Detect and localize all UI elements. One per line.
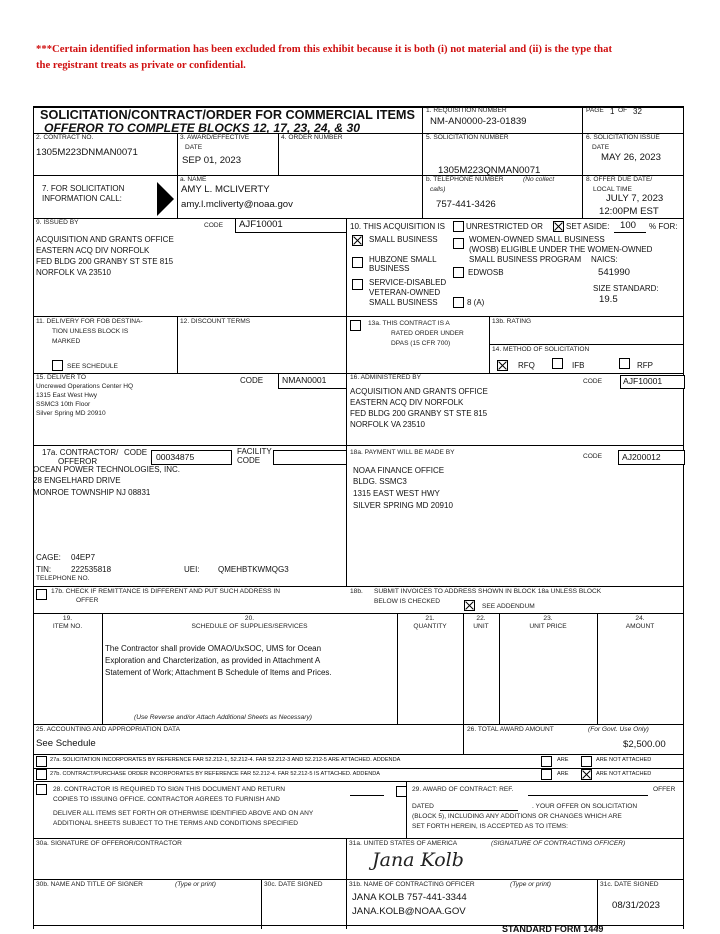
- solicitation-27a-checkbox[interactable]: [36, 756, 47, 767]
- issued-by-line4: NORFOLK VA 23510: [36, 268, 111, 277]
- telephone-label: b. TELEPHONE NUMBER: [426, 176, 504, 183]
- contractor-code: 00034875: [156, 452, 195, 462]
- see-addendum-checkbox[interactable]: [464, 600, 475, 611]
- small-business-label: SMALL BUSINESS: [369, 235, 438, 244]
- deliver-to-label: 15. DELIVER TO: [36, 374, 86, 381]
- delivery-fob-line1: 11. DELIVERY FOR FOB DESTINA-: [36, 318, 143, 325]
- administered-line2: EASTERN ACQ DIV NORFOLK: [350, 398, 464, 407]
- contractor-sign-line2: DELIVER ALL ITEMS SET FORTH OR OTHERWISE IDENTIFIED ABOVE AND ON ANY: [53, 810, 314, 817]
- eight-a-label: 8 (A): [467, 298, 485, 307]
- rated-order-checkbox[interactable]: [350, 320, 361, 331]
- offeror-signature-label: 30a. SIGNATURE OF OFFEROR/CONTRACTOR: [36, 840, 182, 847]
- set-aside-label: SET ASIDE:: [566, 222, 610, 231]
- requisition-number: NM-AN0000-23-01839: [430, 116, 527, 127]
- officer-email[interactable]: JANA.KOLB@NOAA.GOV: [352, 906, 466, 917]
- payment-line4: SILVER SPRING MD 20910: [353, 501, 453, 510]
- officer-signature: Jana Kolb: [372, 849, 464, 871]
- wosb-line3: SMALL BUSINESS PROGRAM: [469, 255, 582, 264]
- payment-line2: BLDG. SSMC3: [353, 477, 407, 486]
- issued-by-line2: EASTERN ACQ DIV NORFOLK: [36, 246, 150, 255]
- deliver-to-line3: SSMC3 10th Floor: [36, 401, 91, 408]
- due-date: JULY 7, 2023: [606, 193, 664, 204]
- total-award-label: 26. TOTAL AWARD AMOUNT: [467, 726, 554, 733]
- administered-line1: ACQUISITION AND GRANTS OFFICE: [350, 387, 488, 396]
- hubzone-line1: HUBZONE SMALL: [369, 255, 437, 264]
- sdvosb-line3: SMALL BUSINESS: [369, 298, 438, 307]
- solicitation-info-label2: INFORMATION CALL:: [42, 194, 122, 203]
- method-label: 14. METHOD OF SOLICITATION: [492, 346, 590, 353]
- us-signature-label: 31a. UNITED STATES OF AMERICA: [349, 840, 458, 847]
- payment-code: AJ200012: [622, 452, 661, 462]
- payment-line3: 1315 EAST WEST HWY: [353, 489, 440, 498]
- discount-terms-label: 12. DISCOUNT TERMS: [180, 318, 251, 325]
- eight-a-checkbox[interactable]: [453, 297, 464, 308]
- payment-line1: NOAA FINANCE OFFICE: [353, 466, 445, 475]
- rated-order-line2: RATED ORDER UNDER: [391, 330, 464, 337]
- deliver-to-line4: Silver Spring MD 20910: [36, 410, 106, 417]
- signer-type-note: (Type or print): [175, 881, 216, 888]
- due-time: 12:00PM EST: [599, 206, 659, 217]
- small-business-checkbox[interactable]: [352, 235, 363, 246]
- set-aside-percent: 100: [620, 220, 637, 231]
- rated-order-line3: DPAS (15 CFR 700): [391, 340, 451, 347]
- officer-name-label: 31b. NAME OF CONTRACTING OFFICER: [349, 881, 475, 888]
- arrow-right-icon: [157, 182, 174, 216]
- reverse-note: (Use Reverse and/or Attach Additional Sheets as Necessary): [134, 714, 312, 721]
- size-standard-value: 19.5: [599, 294, 618, 305]
- hubzone-line2: BUSINESS: [369, 264, 410, 273]
- contractor-sign-checkbox[interactable]: [36, 784, 47, 795]
- rating-label: 13b. RATING: [492, 318, 532, 325]
- deliver-to-line2: 1315 East West Hwy: [36, 392, 98, 399]
- issue-date-label2: DATE: [592, 144, 610, 151]
- sdvosb-checkbox[interactable]: [352, 279, 363, 290]
- set-aside-checkbox[interactable]: [553, 221, 564, 232]
- contractor-label1: 17a. CONTRACTOR/: [42, 448, 119, 457]
- facility-code-label1: FACILITY: [237, 447, 272, 456]
- form-title: SOLICITATION/CONTRACT/ORDER FOR COMMERCIAL ITEMS: [40, 108, 415, 122]
- 27a-not-attached-checkbox[interactable]: [581, 756, 592, 767]
- total-award-note: (For Govt. Use Only): [588, 726, 649, 733]
- officer-date: 08/31/2023: [612, 900, 661, 911]
- confidentiality-notice-line1: ***Certain identified information has been excluded from this exhibit because it is both (i) not material and (ii) is the type that: [36, 43, 613, 55]
- award-contract-line4: SET FORTH HEREIN, IS ACCEPTED AS TO ITEMS:: [412, 823, 568, 830]
- confidentiality-notice-line2: the registrant treats as private or confidential.: [36, 59, 246, 71]
- award-contract-line1: 29. AWARD OF CONTRACT: REF.: [412, 786, 514, 793]
- award-contract-checkbox[interactable]: [396, 786, 407, 797]
- tin-value: 222535818: [71, 565, 112, 574]
- edwosb-checkbox[interactable]: [453, 267, 464, 278]
- contact-name-label: a. NAME: [180, 176, 207, 183]
- uei-value: QMEHBTKWMQG3: [218, 565, 289, 574]
- ifb-label: IFB: [572, 361, 585, 370]
- contractor-label2: OFFEROR: [58, 457, 98, 466]
- invoice-line2: BELOW IS CHECKED: [374, 598, 440, 605]
- due-date-label: 8. OFFER DUE DATE/: [586, 176, 653, 183]
- telephone-no-label: TELEPHONE NO.: [36, 575, 90, 582]
- award-contract-line3: (BLOCK 5), INCLUDING ANY ADDITIONS OR CHANGES WHICH ARE: [412, 813, 622, 820]
- deliver-to-line1: Uncrewed Operations Center HQ: [36, 383, 134, 390]
- col-unit-price-num: 23.: [543, 615, 553, 622]
- accounting-value: See Schedule: [36, 738, 96, 749]
- tin-label: TIN:: [36, 565, 52, 574]
- wosb-line1: WOMEN-OWNED SMALL BUSINESS: [469, 235, 605, 244]
- col-item-no: ITEM NO.: [52, 623, 83, 630]
- col-schedule-num: 20.: [244, 615, 255, 622]
- hubzone-checkbox[interactable]: [352, 257, 363, 268]
- col-amount-num: 24.: [635, 615, 645, 622]
- contractor-sign-line1b: COPIES TO ISSUING OFFICE. CONTRACTOR AGREES TO FURNISH AND: [53, 796, 280, 803]
- unrestricted-checkbox[interactable]: [453, 221, 464, 232]
- form-number: STANDARD FORM 1449: [502, 924, 604, 934]
- item-description-line2: Exploration and Charcterization, as provided in Attachment A: [105, 656, 321, 665]
- administered-line3: FED BLDG 200 GRANBY ST STE 815: [350, 409, 488, 418]
- order-number-label: 4. ORDER NUMBER: [281, 134, 343, 141]
- contract-27b-text: 27b. CONTRACT/PURCHASE ORDER INCORPORATES BY REFERENCE FAR 52.212-4. FAR 52.212-5 IS ATTACHED. ADDENDA: [50, 771, 381, 777]
- set-aside-for: % FOR:: [649, 222, 678, 231]
- page-label: PAGE: [586, 107, 604, 114]
- acquisition-label: 10. THIS ACQUISITION IS: [350, 222, 445, 231]
- officer-date-label: 31c. DATE SIGNED: [600, 881, 659, 888]
- 27b-not-attached-label: ARE NOT ATTACHED: [596, 771, 652, 777]
- contractor-sign-line1: 28. CONTRACTOR IS REQUIRED TO SIGN THIS DOCUMENT AND RETURN: [53, 786, 286, 793]
- rfq-label: RFQ: [518, 361, 535, 370]
- 27b-not-attached-checkbox[interactable]: [581, 769, 592, 780]
- page-of-label: OF: [618, 107, 628, 114]
- administered-by-label: 16. ADMINISTERED BY: [350, 374, 422, 381]
- facility-code-label2: CODE: [237, 456, 261, 465]
- 27b-are-checkbox[interactable]: [541, 769, 552, 780]
- naics-label: NAICS:: [591, 255, 618, 264]
- form-subtitle: OFFEROR TO COMPLETE BLOCKS 12, 17, 23, 24, & 30: [44, 121, 361, 135]
- remittance-line2: OFFER: [76, 597, 99, 604]
- issued-by-line3: FED BLDG 200 GRANBY ST STE 815: [36, 257, 174, 266]
- issue-date-label: 6. SOLICITATION ISSUE: [586, 134, 660, 141]
- contract-no-label: 2. CONTRACT NO.: [36, 134, 94, 141]
- rfp-checkbox[interactable]: [619, 358, 630, 369]
- contractor-code-label: CODE: [124, 448, 148, 457]
- solicitation-number: 1305M223QNMAN0071: [438, 165, 541, 176]
- invoice-label: 18b.: [350, 588, 363, 595]
- issued-by-code: AJF10001: [239, 219, 283, 230]
- award-date-label2: DATE: [185, 144, 203, 151]
- col-item-no-num: 19.: [62, 615, 73, 622]
- administered-code: AJF10001: [623, 376, 663, 386]
- telephone-note2: calls): [430, 186, 446, 193]
- requisition-number-label: 1. REQUISITION NUMBER: [426, 107, 507, 114]
- due-date-label2: LOCAL TIME: [593, 186, 632, 193]
- contract-27b-checkbox[interactable]: [36, 769, 47, 780]
- item-description-line3: Statement of Work; Attachment B Schedule of Items and Prices.: [105, 668, 332, 677]
- unrestricted-label: UNRESTRICTED OR: [466, 222, 543, 231]
- issued-by-line1: ACQUISITION AND GRANTS OFFICE: [36, 235, 174, 244]
- 27a-not-attached-label: ARE NOT ATTACHED: [596, 757, 652, 763]
- accounting-label: 25. ACCOUNTING AND APPROPRIATION DATA: [36, 726, 180, 733]
- see-addendum-label: SEE ADDENDUM: [482, 603, 535, 610]
- see-schedule-checkbox[interactable]: [52, 360, 63, 371]
- contractor-line2: 28 ENGELHARD DRIVE: [33, 476, 121, 485]
- solicitation-number-label: 5. SOLICITATION NUMBER: [426, 134, 509, 141]
- contractor-line1: OCEAN POWER TECHNOLOGIES, INC.: [33, 465, 180, 474]
- payment-code-label: CODE: [583, 453, 603, 460]
- rfq-checkbox[interactable]: [497, 360, 508, 371]
- col-unit: UNIT: [473, 623, 489, 630]
- officer-name: JANA KOLB 757-441-3344: [352, 892, 467, 903]
- remittance-line1: 17b. CHECK IF REMITTANCE IS DIFFERENT AND PUT SUCH ADDRESS IN: [51, 588, 280, 595]
- delivery-fob-line2: TION UNLESS BLOCK IS: [52, 328, 129, 335]
- facility-code-box: [273, 450, 347, 465]
- rfp-label: RFP: [637, 361, 653, 370]
- uei-label: UEI:: [184, 565, 200, 574]
- total-award-amount: $2,500.00: [623, 739, 666, 750]
- cage-label: CAGE:: [36, 553, 61, 562]
- cage-value: 04EP7: [71, 553, 96, 562]
- col-unit-num: 22.: [476, 615, 486, 622]
- item-description-line1: The Contractor shall provide OMAO/UxSOC, UMS for Ocean: [105, 644, 322, 653]
- solicitation-info-label1: 7. FOR SOLICITATION: [42, 184, 125, 193]
- size-standard-label: SIZE STANDARD:: [593, 284, 659, 293]
- rated-order-line1: 13a. THIS CONTRACT IS A: [368, 320, 450, 327]
- wosb-line2: (WOSB) ELIGIBLE UNDER THE WOMEN-OWNED: [469, 245, 653, 254]
- award-contract-offer: OFFER: [653, 786, 676, 793]
- page-number: 1: [610, 107, 615, 116]
- invoice-line1: SUBMIT INVOICES TO ADDRESS SHOWN IN BLOCK 18a UNLESS BLOCK: [374, 588, 602, 595]
- issued-by-code-label: CODE: [204, 222, 224, 229]
- col-unit-price: UNIT PRICE: [529, 623, 567, 630]
- naics-value: 541990: [598, 267, 631, 278]
- 27b-are-label: ARE: [557, 771, 569, 777]
- issue-date: MAY 26, 2023: [601, 152, 661, 163]
- offeror-date-label: 30c. DATE SIGNED: [264, 881, 323, 888]
- 27a-are-label: ARE: [557, 757, 569, 763]
- see-schedule-label: SEE SCHEDULE: [67, 363, 118, 370]
- payment-label: 18a. PAYMENT WILL BE MADE BY: [350, 449, 455, 456]
- sdvosb-line1: SERVICE-DISABLED: [369, 278, 447, 287]
- issued-by-label: 9. ISSUED BY: [36, 219, 79, 226]
- edwosb-label: EDWOSB: [468, 268, 504, 277]
- solicitation-27a-text: 27a. SOLICITATION INCORPORATES BY REFERENCE FAR 52.212-1, 52.212-4. FAR 52.212-3 AND 52.212-5 ARE ATTACHED. ADDENDA: [50, 757, 401, 763]
- sdvosb-line2: VETERAN-OWNED: [369, 288, 441, 297]
- contract-no: 1305M223DNMAN0071: [36, 147, 138, 158]
- officer-type-note: (Type or print): [510, 881, 551, 888]
- deliver-to-code-label: CODE: [240, 376, 264, 385]
- col-quantity: QUANTITY: [413, 623, 447, 630]
- remittance-checkbox[interactable]: [36, 589, 47, 600]
- contractor-line3: MONROE TOWNSHIP NJ 08831: [33, 488, 151, 497]
- col-quantity-num: 21.: [425, 615, 435, 622]
- administered-code-label: CODE: [583, 378, 603, 385]
- col-amount: AMOUNT: [625, 623, 655, 630]
- award-date-label: 3. AWARD/EFFECTIVE: [180, 134, 250, 141]
- award-contract-line2: . YOUR OFFER ON SOLICITATION: [532, 803, 638, 810]
- officer-signature-note: (SIGNATURE OF CONTRACTING OFFICER): [491, 840, 626, 847]
- wosb-checkbox[interactable]: [453, 238, 464, 249]
- 27a-are-checkbox[interactable]: [541, 756, 552, 767]
- telephone-note1: (No collect: [523, 176, 555, 183]
- administered-line4: NORFOLK VA 23510: [350, 420, 425, 429]
- col-schedule: SCHEDULE OF SUPPLIES/SERVICES: [191, 623, 308, 630]
- signer-name-label: 30b. NAME AND TITLE OF SIGNER: [36, 881, 143, 888]
- award-dated-label: DATED: [412, 803, 434, 810]
- page-total: 32: [633, 107, 642, 116]
- ifb-checkbox[interactable]: [552, 358, 563, 369]
- contractor-sign-line3: ADDITIONAL SHEETS SUBJECT TO THE TERMS AND CONDITIONS SPECIFIED: [53, 820, 298, 827]
- delivery-fob-line3: MARKED: [52, 338, 81, 345]
- telephone-number: 757-441-3426: [436, 199, 496, 210]
- contact-email[interactable]: amy.l.mcliverty@noaa.gov: [181, 199, 293, 210]
- award-date: SEP 01, 2023: [182, 155, 242, 166]
- contact-name: AMY L. MCLIVERTY: [181, 184, 270, 195]
- deliver-to-code: NMAN0001: [282, 375, 327, 385]
